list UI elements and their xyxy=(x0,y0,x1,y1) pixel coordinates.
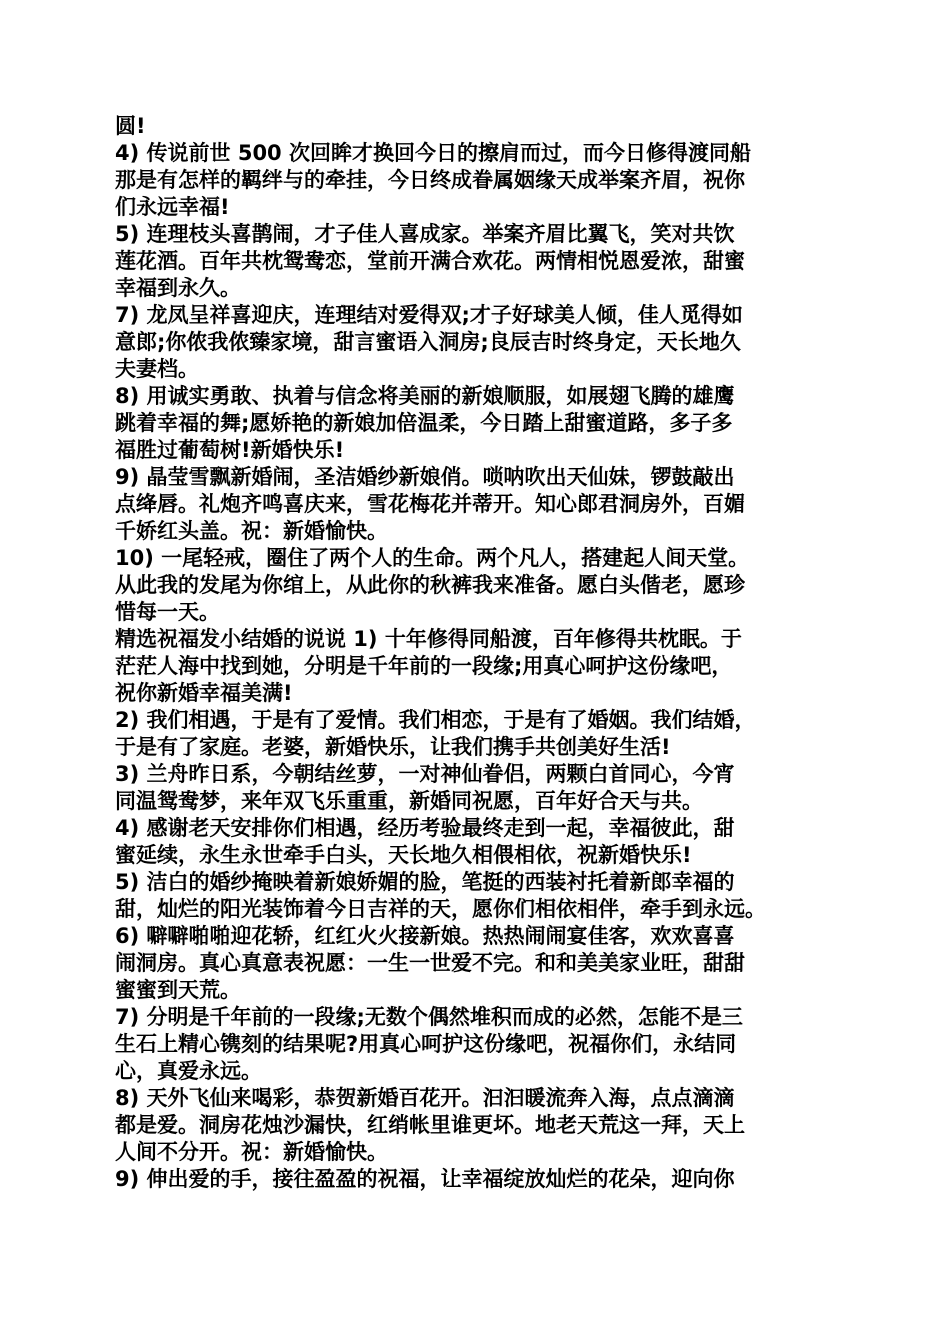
text-line: 惜每一天。 xyxy=(115,600,220,624)
text-line: 从此我的发尾为你绾上，从此你的秋裤我来准备。愿白头偕老，愿珍 xyxy=(115,573,745,597)
text-line: 6) 噼噼啪啪迎花轿，红红火火接新娘。热热闹闹宴佳客，欢欢喜喜 xyxy=(115,924,735,948)
text-line: 8) 用诚实勇敢、执着与信念将美丽的新娘顺服，如展翅飞腾的雄鹰 xyxy=(115,384,735,408)
document-body-text xyxy=(115,113,855,1193)
text-line: 福胜过葡萄树!新婚快乐! xyxy=(115,438,345,462)
text-line: 同温鸳鸯梦，来年双飞乐重重，新婚同祝愿，百年好合天与共。 xyxy=(115,789,703,813)
text-line: 千娇红头盖。祝：新婚愉快。 xyxy=(115,519,388,543)
text-line: 蜜蜜到天荒。 xyxy=(115,978,241,1002)
text-line: 于是有了家庭。老婆，新婚快乐，让我们携手共创美好生活! xyxy=(115,735,671,759)
text-line: 人间不分开。祝：新婚愉快。 xyxy=(115,1140,388,1164)
text-line: 4) 传说前世 500 次回眸才换回今日的擦肩而过，而今日修得渡同船 xyxy=(115,141,751,165)
text-line: 们永远幸福! xyxy=(115,195,230,219)
text-line: 精选祝福发小结婚的说说 1) 十年修得同船渡，百年修得共枕眠。于 xyxy=(115,627,742,651)
text-line: 5) 洁白的婚纱掩映着新娘娇媚的脸，笔挺的西装衬托着新郎幸福的 xyxy=(115,870,735,894)
text-line: 5) 连理枝头喜鹊闹，才子佳人喜成家。举案齐眉比翼飞，笑对共饮 xyxy=(115,222,735,246)
text-line: 幸福到永久。 xyxy=(115,276,241,300)
text-line: 9) 晶莹雪飘新婚闹，圣洁婚纱新娘俏。唢呐吹出天仙妹，锣鼓敲出 xyxy=(115,465,735,489)
text-line: 7) 分明是千年前的一段缘;无数个偶然堆积而成的必然，怎能不是三 xyxy=(115,1005,743,1029)
text-line: 2) 我们相遇，于是有了爱情。我们相恋，于是有了婚姻。我们结婚， xyxy=(115,708,756,732)
text-line: 7) 龙凤呈祥喜迎庆，连理结对爱得双;才子好球美人倾，佳人觅得如 xyxy=(115,303,743,327)
text-line: 那是有怎样的羁绊与的牵挂，今日终成眷属姻缘天成举案齐眉，祝你 xyxy=(115,168,745,192)
text-line: 9) 伸出爱的手，接往盈盈的祝福，让幸福绽放灿烂的花朵，迎向你 xyxy=(115,1167,735,1191)
text-line: 祝你新婚幸福美满! xyxy=(115,681,293,705)
text-line: 10) 一尾轻戒，圈住了两个人的生命。两个凡人，搭建起人间天堂。 xyxy=(115,546,750,570)
text-line: 圆! xyxy=(115,114,146,138)
text-line: 夫妻档。 xyxy=(115,357,199,381)
text-line: 蜜延续，永生永世牵手白头，天长地久相偎相依，祝新婚快乐! xyxy=(115,843,692,867)
text-line: 莲花酒。百年共枕鸳鸯恋，堂前开满合欢花。两情相悦恩爱浓，甜蜜 xyxy=(115,249,745,273)
text-line: 8) 天外飞仙来喝彩，恭贺新婚百花开。汩汩暖流奔入海，点点滴滴 xyxy=(115,1086,735,1110)
text-line: 心，真爱永远。 xyxy=(115,1059,262,1083)
text-line: 意郎;你侬我侬臻家境，甜言蜜语入洞房;良辰吉时终身定，天长地久 xyxy=(115,330,741,354)
text-line: 跳着幸福的舞;愿娇艳的新娘加倍温柔，今日踏上甜蜜道路，多子多 xyxy=(115,411,733,435)
text-line: 点绛唇。礼炮齐鸣喜庆来，雪花梅花并蒂开。知心郎君洞房外，百媚 xyxy=(115,492,745,516)
text-line: 4) 感谢老天安排你们相遇，经历考验最终走到一起，幸福彼此，甜 xyxy=(115,816,735,840)
text-line: 都是爱。洞房花烛沙漏快，红绡帐里谁更坏。地老天荒这一拜，天上 xyxy=(115,1113,745,1137)
text-line: 生石上精心镌刻的结果呢?用真心呵护这份缘吧，祝福你们，永结同 xyxy=(115,1032,737,1056)
text-line: 闹洞房。真心真意表祝愿：一生一世爱不完。和和美美家业旺，甜甜 xyxy=(115,951,745,975)
text-line: 3) 兰舟昨日系，今朝结丝萝，一对神仙眷侣，两颗白首同心，今宵 xyxy=(115,762,735,786)
text-line: 茫茫人海中找到她，分明是千年前的一段缘;用真心呵护这份缘吧， xyxy=(115,654,733,678)
text-line: 甜，灿烂的阳光装饰着今日吉祥的天，愿你们相依相伴，牵手到永远。 xyxy=(115,897,766,921)
